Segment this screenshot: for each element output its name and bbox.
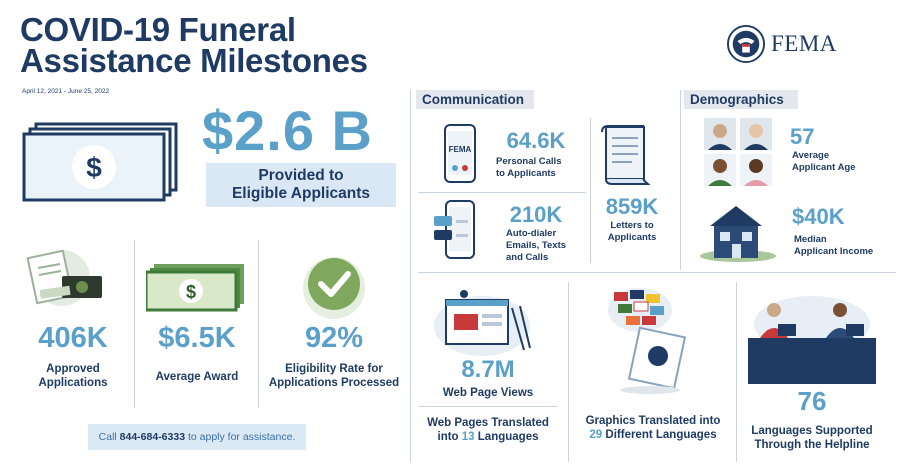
divider: [418, 192, 586, 193]
demographics-heading: Demographics: [684, 90, 798, 109]
svg-text:$: $: [185, 282, 197, 302]
call-suffix: to apply for assistance.: [187, 431, 296, 443]
divider: [258, 240, 259, 408]
approved-document-icon: [26, 248, 106, 310]
letter-scroll-icon: [598, 124, 650, 186]
divider: [736, 282, 737, 462]
autodialer-label-line-2: Emails, Texts: [506, 240, 567, 251]
helpline-phone-number[interactable]: 844-684-6333: [119, 431, 186, 443]
web-pages-icon: [432, 286, 532, 358]
web-pages-translated-line-1: Web Pages Translated: [427, 417, 549, 429]
approved-label: [18, 362, 128, 390]
divider: [418, 406, 558, 407]
fema-logo: [727, 24, 852, 64]
letters-value: 859K: [605, 194, 659, 219]
helpline-languages-label: [742, 424, 882, 452]
autodialer-label-line-1: Auto-dialer: [506, 228, 557, 239]
total-assistance-amount: $2.6 B: [202, 99, 373, 162]
autodialer-label: [506, 228, 586, 264]
dhs-seal-icon: [727, 25, 765, 63]
provided-label-line-1: Provided to: [258, 167, 344, 184]
money-stack-icon: [22, 122, 182, 202]
checkmark-badge-icon: [296, 252, 372, 320]
personal-calls-label: [496, 156, 586, 180]
divider: [134, 240, 135, 408]
letters-label-line-2: Applicants: [607, 232, 657, 243]
svg-text:$: $: [86, 152, 102, 183]
date-range: April 12, 2021 - June 25, 2022: [22, 88, 110, 95]
web-pages-translated-prefix: into: [437, 431, 459, 443]
average-age-label-line-1: Average: [792, 150, 830, 161]
phone-screen-text: FEMA: [448, 145, 472, 154]
autodialer-label-line-3: and Calls: [506, 252, 549, 263]
average-age-label-line-2: Applicant Age: [792, 162, 856, 173]
web-page-views-label: Web Page Views: [442, 387, 534, 399]
median-income-label-line-2: Applicant Income: [794, 246, 874, 257]
call-prefix: Call: [98, 431, 117, 443]
divider: [680, 90, 681, 270]
median-income-label: [794, 234, 894, 258]
average-award-label: Average Award: [155, 371, 239, 383]
median-income-value: $40K: [792, 204, 845, 229]
graphics-translated-count: 29: [589, 429, 603, 441]
phone-icon: [444, 124, 476, 184]
helpline-label-line-1: Languages Supported: [751, 425, 873, 437]
personal-calls-label-line-2: to Applicants: [496, 168, 556, 179]
title-line-1: COVID-19 Funeral: [20, 11, 296, 48]
page-title: [20, 11, 368, 79]
median-income-label-line-1: Median: [794, 234, 827, 245]
average-age-label: [792, 150, 892, 174]
autodialer-value: 210K: [509, 202, 563, 227]
web-page-views-value: 8.7M: [461, 356, 515, 383]
approved-value: 406K: [38, 322, 108, 354]
web-pages-translated-label: [416, 416, 560, 444]
title-line-2: Assistance Milestones: [20, 42, 368, 79]
cash-bills-icon: [146, 262, 248, 312]
divider: [418, 272, 896, 273]
helpline-label-line-2: Through the Helpline: [754, 439, 870, 451]
graphics-translated-line-1: Graphics Translated into: [585, 415, 721, 427]
translated-graphics-icon: [604, 286, 694, 396]
house-icon: [696, 202, 778, 262]
eligibility-rate-value: 92%: [304, 322, 364, 354]
personal-calls-label-line-1: Personal Calls: [496, 156, 562, 167]
personal-calls-value: 64.6K: [506, 128, 566, 153]
communication-heading: Communication: [416, 90, 534, 109]
graphics-translated-suffix: Different Languages: [605, 429, 717, 441]
web-pages-translated-suffix: Languages: [477, 431, 539, 443]
divider: [410, 90, 411, 462]
letters-label-line-1: Letters to: [610, 220, 654, 231]
letters-label: [596, 220, 668, 244]
web-pages-translated-count: 13: [461, 431, 475, 443]
divider: [568, 282, 569, 462]
graphics-translated-label: [574, 414, 732, 442]
average-age-value: 57: [790, 124, 815, 149]
helpline-agents-icon: [748, 290, 876, 384]
eligibility-label-line-1: Eligibility Rate for: [285, 363, 383, 375]
provided-label-line-2: Eligible Applicants: [231, 185, 371, 202]
provided-label-box: [206, 163, 396, 207]
graphics-translated-line-2: [574, 428, 732, 442]
eligibility-label-line-2: Applications Processed: [268, 377, 400, 389]
helpline-languages-value: 76: [797, 386, 827, 416]
average-award-value: $6.5K: [158, 322, 236, 354]
divider: [590, 118, 591, 263]
applicant-faces-icon: [704, 118, 776, 188]
fema-wordmark: FEMA: [771, 31, 837, 56]
call-to-action-box: [88, 424, 306, 450]
eligibility-rate-label: [262, 362, 406, 390]
approved-label-line-1: Approved: [46, 363, 100, 375]
approved-label-line-2: Applications: [38, 377, 108, 389]
web-pages-translated-line-2: [416, 430, 560, 444]
autodialer-phone-icon: [432, 200, 476, 260]
